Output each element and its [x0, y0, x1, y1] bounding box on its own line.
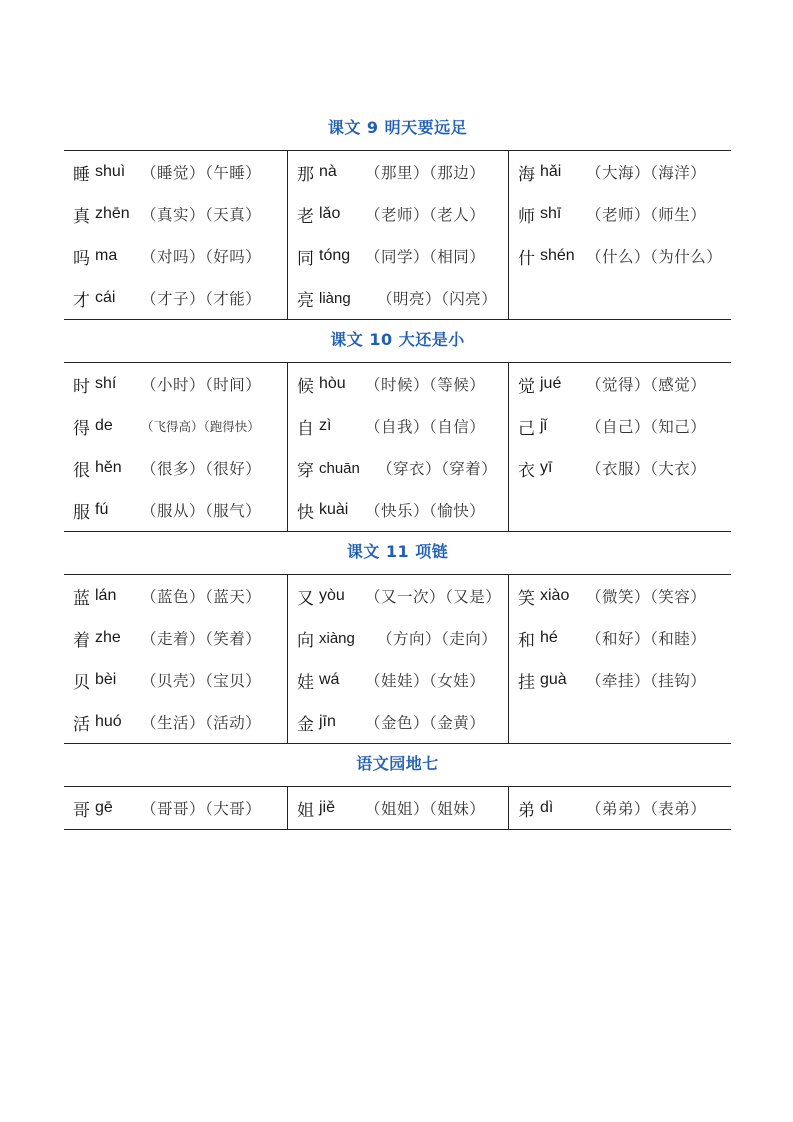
- pinyin: jǐ: [540, 417, 548, 434]
- vocab-entry: [288, 405, 508, 447]
- section-table: [64, 362, 731, 532]
- pinyin: hěn: [95, 459, 122, 476]
- example-words: （衣服）（大衣）: [586, 460, 707, 478]
- vocab-entry: [509, 151, 731, 193]
- example-words: （小时）（时间）: [141, 376, 262, 394]
- pinyin: hǎi: [540, 163, 562, 180]
- section-title: 课文 10 大还是小: [330, 330, 465, 349]
- vocab-entry: [288, 617, 508, 659]
- example-words: （金色）（金黄）: [365, 714, 486, 732]
- hanzi-character: 很: [73, 460, 90, 481]
- example-words: （很多）（很好）: [141, 460, 262, 478]
- pinyin: jué: [540, 375, 562, 392]
- pinyin: gē: [95, 799, 113, 816]
- vocab-entry: [64, 659, 287, 701]
- example-words: （生活）（活动）: [141, 714, 262, 732]
- example-words: （快乐）（愉快）: [365, 502, 486, 520]
- vocab-entry: [64, 151, 287, 193]
- pinyin: shén: [540, 247, 575, 264]
- hanzi-character: 又: [297, 588, 314, 609]
- vocab-entry: [64, 701, 287, 743]
- hanzi-character: 己: [518, 418, 535, 439]
- pinyin: lǎo: [319, 205, 341, 222]
- example-words: （蓝色）（蓝天）: [141, 588, 262, 606]
- vocab-entry: [288, 193, 508, 235]
- example-words: （方向）（走向）: [377, 630, 498, 648]
- example-words: （时候）（等候）: [365, 376, 486, 394]
- hanzi-character: 海: [518, 164, 535, 185]
- pinyin: jīn: [319, 713, 336, 730]
- pinyin: de: [95, 417, 113, 434]
- example-words: （自我）（自信）: [365, 418, 486, 436]
- pinyin: yòu: [319, 587, 345, 604]
- section-title: 课文 9 明天要远足: [327, 118, 468, 137]
- vocab-entry: [509, 575, 731, 617]
- table-column: [287, 363, 508, 531]
- pinyin: lán: [95, 587, 117, 604]
- pinyin: bèi: [95, 671, 117, 688]
- section-title: 语文园地七: [356, 754, 439, 773]
- example-words: （飞得高）（跑得快）: [141, 419, 260, 434]
- hanzi-character: 自: [297, 418, 314, 439]
- pinyin: hòu: [319, 375, 346, 392]
- table-column: [508, 151, 731, 319]
- hanzi-character: 真: [73, 206, 90, 227]
- vocab-entry: [509, 363, 731, 405]
- hanzi-character: 吗: [73, 248, 90, 269]
- pinyin: fú: [95, 501, 109, 518]
- table-column: [64, 575, 287, 743]
- table-column: [508, 787, 731, 829]
- example-words: （什么）（为什么）: [586, 248, 723, 266]
- vocab-entry: [64, 277, 287, 319]
- vocab-entry: [288, 447, 508, 489]
- vocab-entry: [288, 701, 508, 743]
- hanzi-character: 哥: [73, 800, 90, 821]
- hanzi-character: 同: [297, 248, 314, 269]
- example-words: （服从）（服气）: [141, 502, 262, 520]
- example-words: （同学）（相同）: [365, 248, 486, 266]
- example-words: （对吗）（好吗）: [141, 248, 262, 266]
- table-column: [287, 575, 508, 743]
- table-column: [64, 787, 287, 829]
- section-title: 课文 11 项链: [346, 542, 449, 561]
- pinyin: wá: [319, 671, 340, 688]
- vocab-entry: [509, 617, 731, 659]
- vocab-entry: [64, 617, 287, 659]
- example-words: （牵挂）（挂钩）: [586, 672, 707, 690]
- table-column: [508, 363, 731, 531]
- pinyin: hé: [540, 629, 558, 646]
- hanzi-character: 衣: [518, 460, 535, 481]
- example-words: （穿衣）（穿着）: [377, 460, 498, 478]
- vocab-entry: [288, 575, 508, 617]
- example-words: （自己）（知己）: [586, 418, 707, 436]
- hanzi-character: 向: [297, 630, 314, 651]
- vocab-entry: [288, 363, 508, 405]
- pinyin: guà: [540, 671, 567, 688]
- table-column: [508, 575, 731, 743]
- example-words: （大海）（海洋）: [586, 164, 707, 182]
- hanzi-character: 觉: [518, 376, 535, 397]
- hanzi-character: 老: [297, 206, 314, 227]
- example-words: （又一次）（又是）: [365, 588, 502, 606]
- pinyin: xiào: [540, 587, 570, 604]
- example-words: （和好）（和睦）: [586, 630, 707, 648]
- pinyin: cái: [95, 289, 116, 306]
- table-column: [287, 787, 508, 829]
- example-words: （姐姐）（姐妹）: [365, 800, 486, 818]
- example-words: （明亮）（闪亮）: [377, 290, 498, 308]
- hanzi-character: 穿: [297, 460, 314, 481]
- hanzi-character: 师: [518, 206, 535, 227]
- example-words: （贝壳）（宝贝）: [141, 672, 262, 690]
- hanzi-character: 活: [73, 714, 90, 735]
- vocab-entry: [64, 787, 287, 829]
- example-words: （微笑）（笑容）: [586, 588, 707, 606]
- pinyin: kuài: [319, 501, 349, 518]
- vocab-entry: [64, 193, 287, 235]
- pinyin: jiě: [319, 799, 336, 816]
- hanzi-character: 什: [518, 248, 535, 269]
- example-words: （老师）（师生）: [586, 206, 707, 224]
- vocab-entry: [509, 277, 731, 319]
- pinyin: xiàng: [319, 629, 355, 647]
- hanzi-character: 和: [518, 630, 535, 651]
- hanzi-character: 睡: [73, 164, 90, 185]
- hanzi-character: 挂: [518, 672, 535, 693]
- vocab-entry: [288, 489, 508, 531]
- table-column: [64, 363, 287, 531]
- hanzi-character: 贝: [73, 672, 90, 693]
- pinyin: nà: [319, 163, 337, 180]
- example-words: （哥哥）（大哥）: [141, 800, 262, 818]
- pinyin: dì: [540, 799, 554, 816]
- vocab-entry: [288, 787, 508, 829]
- example-words: （那里）（那边）: [365, 164, 486, 182]
- vocab-entry: [64, 447, 287, 489]
- hanzi-character: 笑: [518, 588, 535, 609]
- table-column: [64, 151, 287, 319]
- example-words: （老师）（老人）: [365, 206, 486, 224]
- hanzi-character: 娃: [297, 672, 314, 693]
- vocab-entry: [509, 489, 731, 531]
- hanzi-character: 弟: [518, 800, 535, 821]
- hanzi-character: 服: [73, 502, 90, 523]
- example-words: （觉得）（感觉）: [586, 376, 707, 394]
- example-words: （睡觉）（午睡）: [141, 164, 262, 182]
- hanzi-character: 蓝: [73, 588, 90, 609]
- vocab-entry: [64, 489, 287, 531]
- pinyin: shuì: [95, 163, 126, 180]
- vocab-entry: [64, 405, 287, 447]
- vocab-entry: [64, 363, 287, 405]
- pinyin: yī: [540, 459, 553, 476]
- vocab-entry: [509, 659, 731, 701]
- hanzi-character: 姐: [297, 800, 314, 821]
- example-words: （走着）（笑着）: [141, 630, 262, 648]
- table-column: [287, 151, 508, 319]
- pinyin: ma: [95, 247, 118, 264]
- vocab-entry: [509, 447, 731, 489]
- vocab-entry: [288, 659, 508, 701]
- pinyin: zhēn: [95, 205, 130, 222]
- hanzi-character: 时: [73, 376, 90, 397]
- hanzi-character: 亮: [297, 290, 314, 311]
- hanzi-character: 金: [297, 714, 314, 735]
- vocab-entry: [509, 235, 731, 277]
- vocab-entry: [288, 235, 508, 277]
- section-table: [64, 574, 731, 744]
- vocab-entry: [509, 787, 731, 829]
- pinyin: chuān: [319, 459, 360, 477]
- pinyin: shí: [95, 375, 117, 392]
- hanzi-character: 那: [297, 164, 314, 185]
- vocab-entry: [64, 235, 287, 277]
- hanzi-character: 才: [73, 290, 90, 311]
- pinyin: liàng: [319, 289, 351, 307]
- hanzi-character: 候: [297, 376, 314, 397]
- pinyin: huó: [95, 713, 122, 730]
- hanzi-character: 得: [73, 418, 90, 439]
- example-words: （真实）（天真）: [141, 206, 262, 224]
- hanzi-character: 快: [297, 502, 314, 523]
- example-words: （才子）（才能）: [141, 290, 262, 308]
- example-words: （弟弟）（表弟）: [586, 800, 707, 818]
- section-table: [64, 150, 731, 320]
- section-table: [64, 786, 731, 830]
- vocab-entry: [288, 277, 508, 319]
- hanzi-character: 着: [73, 630, 90, 651]
- vocab-entry: [288, 151, 508, 193]
- pinyin: zì: [319, 417, 332, 434]
- vocab-entry: [509, 701, 731, 743]
- vocab-entry: [509, 405, 731, 447]
- example-words: （娃娃）（女娃）: [365, 672, 486, 690]
- vocab-entry: [509, 193, 731, 235]
- vocab-entry: [64, 575, 287, 617]
- pinyin: zhe: [95, 629, 121, 646]
- pinyin: shī: [540, 205, 562, 222]
- vocabulary-sheet: [64, 108, 731, 830]
- pinyin: tóng: [319, 247, 351, 264]
